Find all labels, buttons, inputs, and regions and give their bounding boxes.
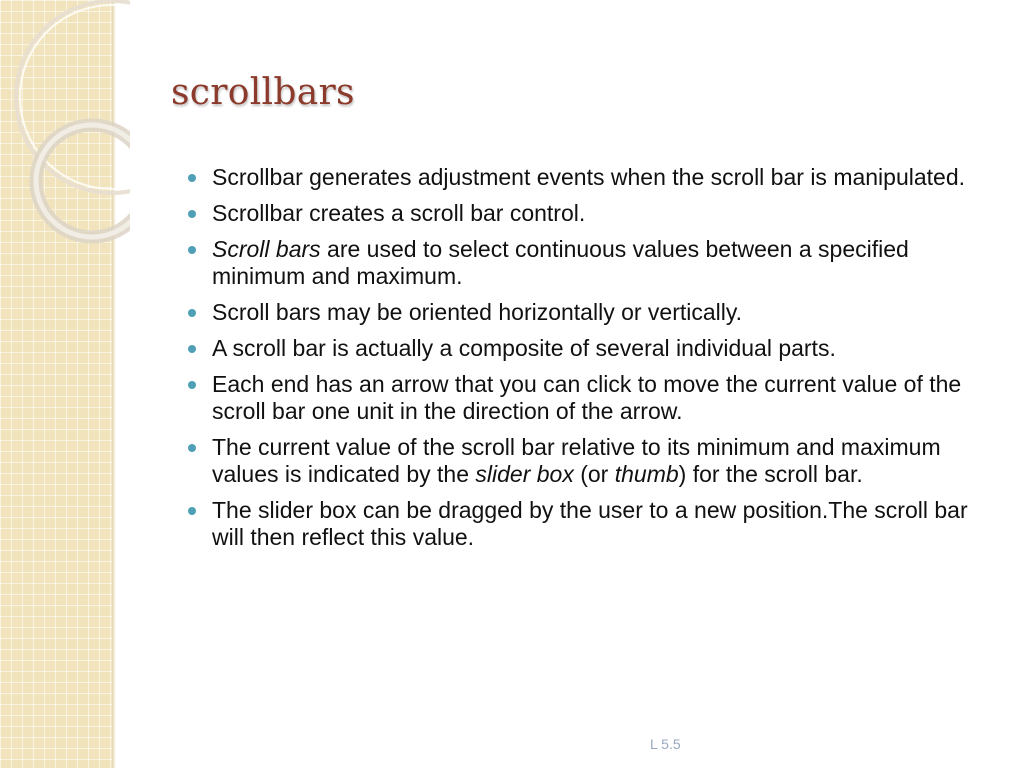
bullet-dot-icon xyxy=(188,507,196,515)
bullet-text: (or xyxy=(573,461,615,487)
bullet-text: The slider box can be dragged by the user to a new position.The scroll bar will then reflect this value. xyxy=(212,497,968,550)
bullet-text: Each end has an arrow that you can click to move the current value of the scroll bar one unit in the direction of the arrow. xyxy=(212,371,962,424)
bullet-item xyxy=(188,434,1003,488)
italic-text: Scroll bars xyxy=(212,236,321,262)
bullet-item xyxy=(188,236,1003,290)
bullet-item xyxy=(188,335,1003,362)
bullet-dot-icon xyxy=(188,246,196,254)
bullet-item xyxy=(188,299,1003,326)
bullet-item xyxy=(188,371,1003,425)
bullet-text: A scroll bar is actually a composite of several individual parts. xyxy=(212,335,836,361)
italic-text: thumb xyxy=(614,461,679,487)
bullet-dot-icon xyxy=(188,444,196,452)
bullet-text: are used to select continuous values between a specified minimum and maximum. xyxy=(212,236,909,289)
bullet-dot-icon xyxy=(188,174,196,182)
bullet-text: Scrollbar creates a scroll bar control. xyxy=(212,200,586,226)
bullet-dot-icon xyxy=(188,210,196,218)
bullet-dot-icon xyxy=(188,309,196,317)
bullet-dot-icon xyxy=(188,381,196,389)
bullet-text: ) for the scroll bar. xyxy=(678,461,863,487)
bullet-text: The current value of the scroll bar relative to its minimum and maximum values is indicated by the xyxy=(212,434,941,487)
slide-title: scrollbars xyxy=(171,72,355,113)
italic-text: slider box xyxy=(475,461,574,487)
bullet-list xyxy=(188,164,1003,560)
slide-number: L 5.5 xyxy=(650,736,681,752)
bullet-item xyxy=(188,164,1003,191)
bullet-dot-icon xyxy=(188,345,196,353)
bullet-item xyxy=(188,200,1003,227)
bullet-item xyxy=(188,497,1003,551)
bullet-text: Scrollbar generates adjustment events when the scroll bar is manipulated. xyxy=(212,164,966,190)
decorative-circles-icon xyxy=(0,0,130,260)
bullet-text: Scroll bars may be oriented horizontally or vertically. xyxy=(212,299,743,325)
